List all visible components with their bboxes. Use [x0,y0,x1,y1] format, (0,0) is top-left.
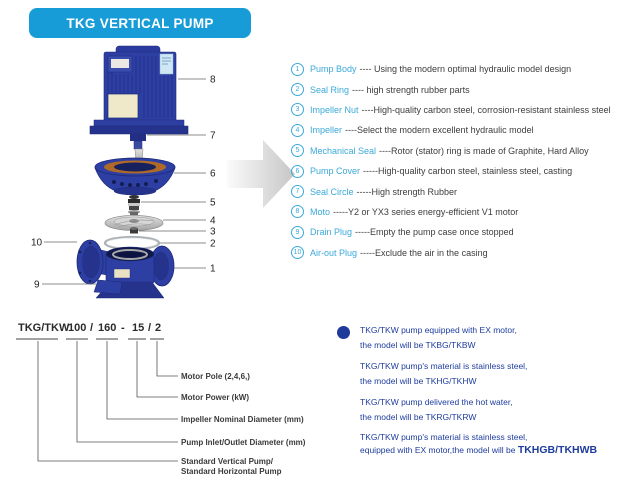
callout-10: 10 [31,237,43,249]
model-pole: 2 [155,322,162,334]
part-description: ---- Using the modern optimal hydraulic model design [359,64,572,75]
part-description: -----Y2 or YX3 series energy-efficient V1 motor [333,206,519,217]
note-line [360,444,615,457]
part-name: Pump Body [310,64,357,75]
part-name: Air-out Plug [310,247,358,258]
part-item [291,202,613,222]
part-item [291,222,613,242]
part-description: ---- high strength rubber parts [352,84,470,95]
model-series: TKG/TKW [18,322,70,334]
part-number-badge: 4 [291,124,304,137]
model-variant-notes [337,323,615,463]
shaft-illustration [134,141,142,149]
part-name: Seal Ring [310,84,350,95]
part-item [291,181,613,201]
part-item [291,243,613,263]
part-number-badge: 3 [291,103,304,116]
callout-3: 3 [210,226,216,238]
note-line: TKG/TKW pump's material is stainless steel, [360,361,528,371]
part-name: Moto [310,206,331,217]
model-slash2: / [148,322,152,334]
note-line: TKG/TKW pump's material is stainless steel, [360,432,528,442]
bullet-icon [337,326,350,339]
pump-body-illustration [77,240,174,298]
motor-nameplate [108,94,138,118]
label-motor-power: Motor Power (kW) [181,393,249,402]
right-arrow-icon [227,134,297,214]
impeller-nut-illustration [130,227,138,234]
note-ex-motor [360,323,615,353]
model-inlet: 100 [68,322,87,334]
note-line: the model will be TKRG/TKRW [360,412,477,422]
part-number-badge: 5 [291,144,304,157]
body-nameplate [114,269,130,278]
note-hot-water [360,395,615,425]
page-title: TKG VERTICAL PUMP [29,8,251,38]
callout-5: 5 [210,197,216,209]
part-item [291,59,613,79]
part-number-badge: 10 [291,246,304,259]
note-model-bold: TKHGB/TKHWB [517,444,598,456]
part-number-badge: 2 [291,83,304,96]
model-impeller: 160 [98,322,117,334]
model-power: 15 [132,322,145,334]
part-item [291,100,613,120]
part-number-badge: 7 [291,185,304,198]
callout-2: 2 [210,238,216,250]
part-name: Seal Circle [310,186,354,197]
part-description: -----Exclude the air in the casing [360,247,488,258]
part-name: Drain Plug [310,227,353,238]
pump-exploded-diagram [10,42,260,317]
note-line: the model will be TKHG/TKHW [360,376,477,386]
part-item [291,141,613,161]
part-description: -----High-quality carbon steel, stainless steel, casting [363,166,573,177]
label-impeller-diameter: Impeller Nominal Diameter (mm) [181,415,304,424]
note-line-prefix: equipped with EX motor,the model will be [360,445,518,455]
motor-illustration [90,46,188,164]
callout-1: 1 [210,263,216,275]
part-number-badge: 9 [291,226,304,239]
part-description: ----Select the modern excellent hydraulic model [345,125,534,136]
note-line: TKG/TKW pump equipped with EX motor, [360,325,517,335]
label-inlet-diameter: Pump Inlet/Outlet Diameter (mm) [181,438,306,447]
mechanical-seal-illustration [128,195,140,215]
model-slash1: / [90,322,94,334]
part-number-badge: 8 [291,205,304,218]
part-number-badge: 6 [291,165,304,178]
part-name: Impeller [310,125,343,136]
callout-9: 9 [34,279,40,291]
part-name: Mechanical Seal [310,145,377,156]
note-line: TKG/TKW pump delivered the hot water, [360,397,513,407]
label-series-line1: Standard Vertical Pump/ [181,457,274,466]
part-description: -----Empty the pump case once stopped [355,227,514,238]
part-number-badge: 1 [291,63,304,76]
note-stainless-ex [360,431,615,457]
drain-plug-illustration [94,280,122,294]
part-name: Impeller Nut [310,104,359,115]
callout-6: 6 [210,168,216,180]
callout-8: 8 [210,74,216,86]
part-description: -----High strength Rubber [356,186,458,197]
callout-7: 7 [210,130,216,142]
label-series-line2: Standard Horizontal Pump [181,467,282,476]
part-item [291,161,613,181]
breakdown-labels [181,372,306,476]
model-code-breakdown [8,314,318,494]
part-description: ----High-quality carbon steel, corrosion-resistant stainless steel [361,104,611,115]
breakdown-lines [38,341,178,461]
parts-list [291,59,613,263]
note-stainless [360,359,615,389]
model-dash: - [121,322,125,334]
pump-cover-illustration [95,158,175,195]
part-item [291,79,613,99]
part-item [291,120,613,140]
note-line: the model will be TKBG/TKBW [360,340,476,350]
part-description: ----Rotor (stator) ring is made of Graphite, Hard Alloy [379,145,589,156]
callout-4: 4 [210,215,216,227]
model-code-segments [18,322,161,334]
label-motor-pole: Motor Pole (2,4,6,) [181,372,250,381]
part-name: Pump Cover [310,166,361,177]
